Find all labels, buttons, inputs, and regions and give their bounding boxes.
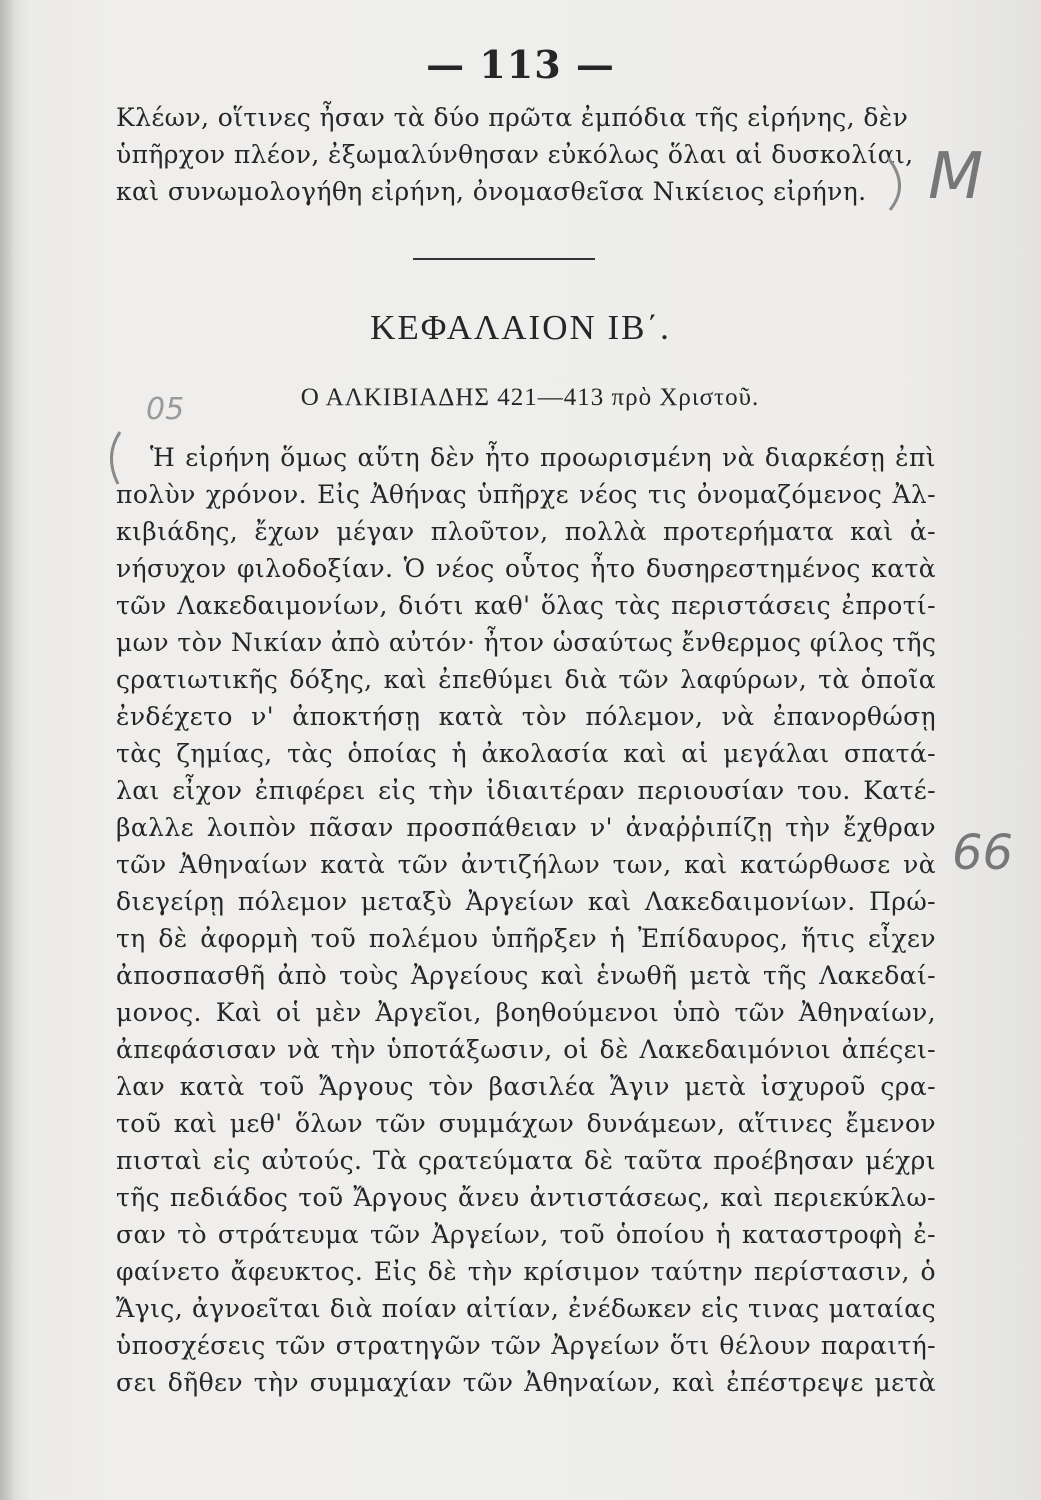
pencil-left-bracket-mark (100, 428, 130, 488)
body-line-9: τὰς ζημίας, τὰς ὁποίας ἡ ἀκολασία καὶ αἱ μεγάλαι σπατά- (116, 739, 936, 768)
pencil-bracket-mark (880, 150, 920, 220)
body-line-14: τη δὲ ἀφορμὴ τοῦ πολέμου ὑπῆρξεν ἡ Ἐπίδαυρος, ἥτις εἶχεν (116, 924, 936, 953)
body-line-26: σει δῆθεν τὴν συμμαχίαν τῶν Ἀθηναίων, καὶ ἐπέστρεψε μετὰ (116, 1368, 936, 1397)
body-line-6: μων τὸν Νικίαν ἀπὸ αὐτόν· ἦτον ὡσαύτως ἔνθερμος φίλος τῆς (116, 628, 937, 657)
body-line-3: κιβιάδης, ἔχων μέγαν πλοῦτον, πολλὰ προτερήματα καὶ ἀ- (116, 517, 936, 546)
pencil-annotation-left: 05 (146, 392, 185, 427)
body-line-4: νήσυχον φιλοδοξίαν. Ὁ νέος οὗτος ἦτο δυσηρεστημένος κατὰ (116, 554, 936, 583)
body-line-19: τοῦ καὶ μεθ' ὅλων τῶν συμμάχων δυνάμεων, αἵτινες ἔμενον (116, 1109, 936, 1138)
body-line-21: τῆς πεδιάδος τοῦ Ἄργους ἄνευ ἀντιστάσεως, καὶ περιεκύκλω- (116, 1183, 936, 1212)
intro-line-1: Κλέων, οἵτινες ἦσαν τὰ δύο πρῶτα ἐμπόδια τῆς εἰρήνης, δὲν (116, 103, 909, 132)
chapter-title: ΚΕΦΑΛΑΙΟΝ ΙΒ΄. (370, 308, 671, 347)
body-line-10: λαι εἶχον ἐπιφέρει εἰς τὴν ἰδιαιτέραν περιουσίαν του. Κατέ- (116, 776, 936, 805)
body-line-23: φαίνετο ἄφευκτος. Εἰς δὲ τὴν κρίσιμον ταύτην περίστασιν, ὁ (116, 1257, 936, 1286)
body-line-20: πισταὶ εἰς αὐτούς. Τὰ ςρατεύματα δὲ ταῦτα προέβησαν μέχρι (116, 1146, 936, 1175)
body-line-11: βαλλε λοιπὸν πᾶσαν προσπάθειαν ν' ἀναῤῥιπίζῃ τὴν ἔχθραν (116, 813, 936, 842)
intro-line-2: ὑπῆρχον πλέον, ἐξωμαλύνθησαν εὐκόλως ὅλαι αἱ δυσκολίαι, (116, 140, 914, 169)
pencil-annotation-top-right: M (928, 140, 984, 214)
body-line-18: λαν κατὰ τοῦ Ἄργους τὸν βασιλέα Ἄγιν μετὰ ἰσχυροῦ ςρα- (116, 1072, 936, 1101)
section-title: Ο ΑΛΚΙΒΙΑΔΗΣ 421—413 πρὸ Χριστοῦ. (300, 384, 760, 411)
body-line-8: ἐνδέχετο ν' ἀποκτήσῃ κατὰ τὸν πόλεμον, νὰ ἐπανορθώσῃ (116, 702, 936, 731)
page-number: — 113 — (426, 42, 615, 87)
section-divider (413, 258, 595, 260)
body-line-24: Ἄγις, ἀγνοεῖται διὰ ποίαν αἰτίαν, ἐνέδωκεν εἰς τινας ματαίας (116, 1294, 936, 1323)
body-line-16: μονος. Καὶ οἱ μὲν Ἀργεῖοι, βοηθούμενοι ὑπὸ τῶν Ἀθηναίων, (116, 998, 936, 1027)
intro-line-3: καὶ συνωμολογήθη εἰρήνη, ὀνομασθεῖσα Νικίειος εἰρήνη. (116, 177, 867, 206)
body-line-1: Ἡ εἰρήνη ὅμως αὕτη δὲν ἦτο προωρισμένη νὰ διαρκέσῃ ἐπὶ (150, 443, 936, 472)
body-line-12: τῶν Ἀθηναίων κατὰ τῶν ἀντιζήλων των, καὶ κατώρθωσε νὰ (116, 850, 936, 879)
body-line-2: πολὺν χρόνον. Εἰς Ἀθήνας ὑπῆρχε νέος τις ὀνομαζόμενος Ἀλ- (116, 480, 936, 509)
pencil-annotation-right: 66 (952, 825, 1014, 881)
body-line-13: διεγείρῃ πόλεμον μεταξὺ Ἀργείων καὶ Λακεδαιμονίων. Πρώ- (116, 887, 936, 916)
body-line-25: ὑποσχέσεις τῶν στρατηγῶν τῶν Ἀργείων ὅτι θέλουν παραιτή- (116, 1331, 936, 1360)
body-line-17: ἀπεφάσισαν νὰ τὴν ὑποτάξωσιν, οἱ δὲ Λακεδαιμόνιοι ἀπέςει- (116, 1035, 936, 1064)
body-line-5: τῶν Λακεδαιμονίων, διότι καθ' ὅλας τὰς περιστάσεις ἐπροτί- (116, 591, 936, 620)
body-line-7: ςρατιωτικῆς δόξης, καὶ ἐπεθύμει διὰ τῶν λαφύρων, τὰ ὁποῖα (116, 665, 936, 694)
body-line-15: ἀποσπασθῆ ἀπὸ τοὺς Ἀργείους καὶ ἑνωθῆ μετὰ τῆς Λακεδαί- (116, 961, 936, 990)
page-edge-shadow (0, 0, 14, 1500)
body-line-22: σαν τὸ στράτευμα τῶν Ἀργείων, τοῦ ὁποίου ἡ καταστροφὴ ἐ- (116, 1220, 936, 1249)
